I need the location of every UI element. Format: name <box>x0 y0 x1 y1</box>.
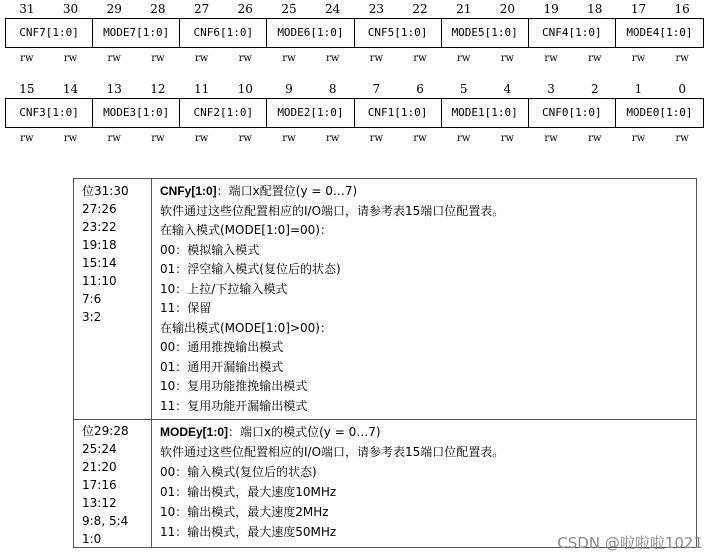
bit-number: 31 <box>19 2 35 16</box>
description-line: 00：通用推挽输出模式 <box>160 340 284 354</box>
description-line: 00：输入模式(复位后的状态) <box>160 465 317 479</box>
bit-number: 29 <box>106 2 122 16</box>
description-line: 01：通用开漏输出模式 <box>160 359 284 374</box>
bit-number: 19 <box>543 2 559 16</box>
bit-number: 26 <box>237 2 253 16</box>
access-type: rw <box>675 133 689 144</box>
register-field: CNF3[1:0] <box>6 99 93 127</box>
access-type: rw <box>413 53 427 64</box>
register-field: CNF1[1:0] <box>355 99 442 127</box>
description-line: 在输入模式(MODE[1:0]=00)： <box>160 223 332 237</box>
bit-number: 25 <box>281 2 297 16</box>
register-low <box>5 80 704 148</box>
access-type: rw <box>631 53 646 64</box>
bit-range: 13:12 <box>82 496 117 510</box>
access-type: rw <box>631 133 646 144</box>
register-field: MODE6[1:0] <box>267 19 354 47</box>
bit-number: 2 <box>590 82 599 96</box>
bit-range: 19:18 <box>82 238 117 252</box>
register-field: CNF4[1:0] <box>529 19 616 47</box>
mode-bit-positions <box>74 419 152 547</box>
bit-number: 27 <box>193 2 210 16</box>
description-line: 11：保留 <box>160 301 212 315</box>
register-field: CNF0[1:0] <box>529 99 616 127</box>
bit-number: 20 <box>499 2 516 16</box>
register-field: CNF6[1:0] <box>180 19 267 47</box>
access-type: rw <box>413 133 427 144</box>
mode-field-name: MODEy[1:0] <box>160 425 229 439</box>
bit-number: 12 <box>150 82 166 96</box>
cnf-title-text: ：端口x配置位(y = 0…7) <box>216 184 358 198</box>
register-field: CNF2[1:0] <box>180 99 267 127</box>
bit-range: 17:16 <box>82 478 117 492</box>
bit-number: 15 <box>19 82 35 96</box>
access-row-low <box>5 128 704 148</box>
bit-number: 24 <box>325 2 341 16</box>
mode-description-text <box>152 419 696 547</box>
bit-number: 23 <box>368 2 384 16</box>
bit-number: 10 <box>237 82 253 96</box>
bit-range: 25:24 <box>82 442 117 456</box>
bit-number: 0 <box>678 82 686 96</box>
field-row-low <box>5 98 704 128</box>
cnf-bit-positions <box>74 179 152 419</box>
description-line: 01：浮空输入模式(复位后的状态) <box>160 262 341 276</box>
mode-title-text: ：端口x的模式位(y = 0…7) <box>228 425 381 439</box>
bit-number: 16 <box>674 2 690 16</box>
access-type: rw <box>457 133 471 144</box>
bit-number: 5 <box>459 82 468 96</box>
bit-number: 14 <box>62 82 79 96</box>
bit-range: 7:6 <box>82 292 102 306</box>
access-type: rw <box>238 53 252 64</box>
access-type: rw <box>369 133 384 144</box>
mode-description-row <box>74 419 696 547</box>
access-type: rw <box>325 53 340 64</box>
description-line: 00：模拟输入模式 <box>160 242 260 257</box>
register-field: MODE7[1:0] <box>93 19 180 47</box>
register-field: MODE0[1:0] <box>626 106 693 119</box>
cnf-description-text <box>152 179 696 419</box>
bit-number: 18 <box>587 2 603 16</box>
bit-number: 17 <box>630 2 647 16</box>
bit-number: 8 <box>328 82 337 96</box>
access-type: rw <box>63 53 78 64</box>
access-type: rw <box>500 133 515 144</box>
bit-number: 11 <box>193 82 210 96</box>
cnf-title <box>160 182 696 202</box>
bit-range: 1:0 <box>82 532 102 546</box>
bit-range: 9:8, 5:4 <box>82 514 129 528</box>
access-type: rw <box>194 133 209 144</box>
access-type: rw <box>369 53 384 64</box>
register-field: MODE3[1:0] <box>93 99 180 127</box>
access-type: rw <box>588 133 602 144</box>
bit-number: 1 <box>634 82 643 96</box>
access-type: rw <box>457 53 471 64</box>
register-field: CNF5[1:0] <box>355 19 442 47</box>
bit-range: 位29:28 <box>82 424 129 438</box>
description-line: 在输出模式(MODE[1:0]>00)： <box>160 320 332 335</box>
bit-range: 11:10 <box>82 274 117 288</box>
access-type: rw <box>282 133 296 144</box>
bit-number: 22 <box>412 2 428 16</box>
bit-number: 30 <box>62 2 79 16</box>
watermark: CSDN @啦啦啦1021 <box>557 534 703 552</box>
bit-number: 4 <box>503 82 512 96</box>
access-type: rw <box>107 53 121 64</box>
mode-title <box>160 422 696 442</box>
access-type: rw <box>588 53 602 64</box>
description-line: 10：复用功能推挽输出模式 <box>160 379 308 393</box>
access-type: rw <box>500 53 515 64</box>
access-type: rw <box>194 53 209 64</box>
bit-range: 3:2 <box>82 310 102 324</box>
access-type: rw <box>544 133 558 144</box>
field-row-high <box>5 18 704 48</box>
bit-range: 23:22 <box>82 220 117 234</box>
cnf-description-row <box>74 179 696 420</box>
register-high <box>5 0 704 68</box>
register-field: MODE2[1:0] <box>267 99 354 127</box>
access-type: rw <box>544 53 558 64</box>
bit-range: 21:20 <box>82 460 117 474</box>
description-line: 10：输出模式，最大速度2MHz <box>160 505 329 519</box>
register-field: CNF7[1:0] <box>6 19 93 47</box>
access-type: rw <box>151 53 165 64</box>
cnf-field-name: CNFy[1:0] <box>160 184 217 198</box>
bit-number: 6 <box>416 82 424 96</box>
access-type: rw <box>20 53 34 64</box>
access-type: rw <box>151 133 165 144</box>
register-field: MODE4[1:0] <box>626 26 693 39</box>
bit-number: 3 <box>547 82 555 96</box>
bit-range: 27:26 <box>82 202 117 216</box>
description-line: 11：复用功能开漏输出模式 <box>160 398 308 413</box>
bit-number: 13 <box>106 82 122 96</box>
bit-number: 7 <box>372 82 381 96</box>
access-type: rw <box>238 133 252 144</box>
access-type: rw <box>107 133 121 144</box>
bit-number-row-low <box>5 80 704 98</box>
bit-number: 9 <box>285 82 293 96</box>
bit-range: 位31:30 <box>82 184 129 198</box>
access-type: rw <box>675 53 689 64</box>
access-type: rw <box>20 133 34 144</box>
description-line: 软件通过这些位配置相应的I/O端口，请参考表15端口位配置表。 <box>160 445 505 459</box>
bit-range: 15:14 <box>82 256 117 270</box>
register-field: MODE5[1:0] <box>442 19 529 47</box>
description-line: 01：输出模式，最大速度10MHz <box>160 485 337 499</box>
access-type: rw <box>282 53 296 64</box>
bit-number: 28 <box>150 2 166 16</box>
access-type: rw <box>63 133 78 144</box>
access-row-high <box>5 48 704 68</box>
bit-description-table <box>73 178 697 548</box>
description-line: 11：输出模式，最大速度50MHz <box>160 525 337 539</box>
access-type: rw <box>325 133 340 144</box>
bit-number-row-high <box>5 0 704 18</box>
register-field: MODE1[1:0] <box>442 99 529 127</box>
bit-number: 21 <box>456 2 472 16</box>
description-line: 软件通过这些位配置相应的I/O端口，请参考表15端口位配置表。 <box>160 203 505 218</box>
description-line: 10：上拉/下拉输入模式 <box>160 281 288 296</box>
